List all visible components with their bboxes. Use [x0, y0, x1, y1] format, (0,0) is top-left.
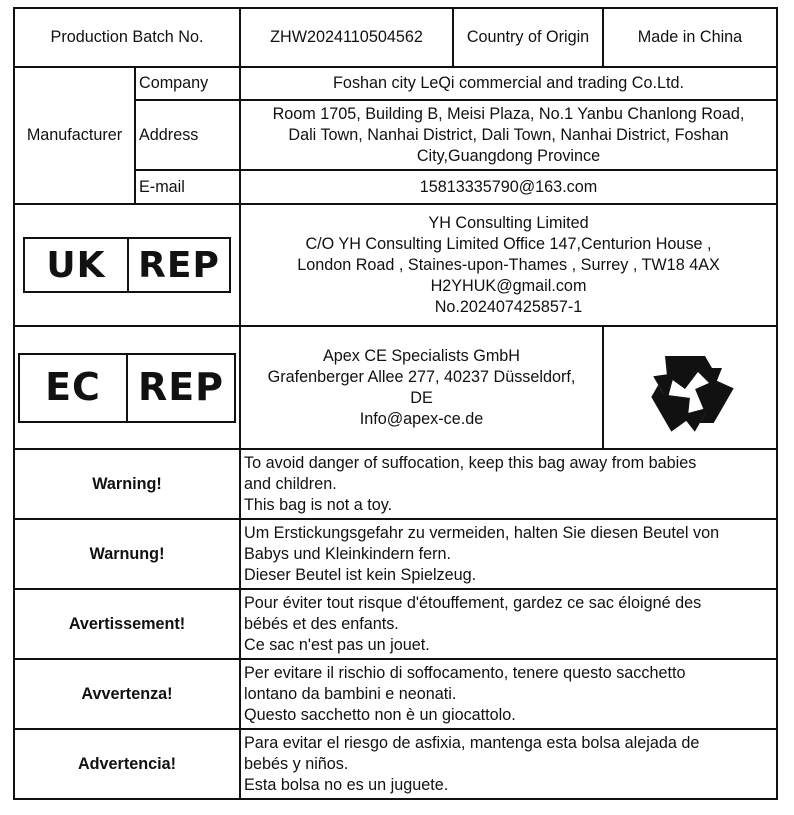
address-value [240, 100, 777, 170]
warning-text-it [240, 659, 777, 729]
uk-rep-row [14, 204, 777, 326]
address-line: City,Guangdong Province [416, 146, 601, 165]
warning-line: bébés et des enfants. [244, 614, 399, 633]
warning-text-de [240, 519, 777, 589]
warning-line: Questo sacchetto non è un giocattolo. [244, 705, 516, 724]
warning-text-fr [240, 589, 777, 659]
uk-rep-line: YH Consulting Limited [428, 213, 589, 232]
recycle-icon [625, 330, 755, 446]
warning-row-de [14, 519, 777, 589]
ec-rep-line: Apex CE Specialists GmbH [322, 346, 521, 365]
warning-label-en: Warning! [14, 449, 240, 519]
company-label: Company [135, 67, 240, 100]
warning-line: Um Erstickungsgefahr zu vermeiden, halten Sie diesen Beutel von [244, 523, 720, 542]
warning-line: Esta bolsa no es un juguete. [244, 775, 449, 794]
warning-line: Per evitare il rischio di soffocamento, tenere questo sacchetto [244, 663, 686, 682]
ec-rep-symbol-right: REP [126, 355, 234, 421]
product-label-table [13, 7, 778, 800]
origin-value: Made in China [603, 8, 777, 67]
ec-rep-row [14, 326, 777, 449]
uk-rep-symbol-left: UK [46, 244, 106, 286]
uk-rep-line: No.202407425857-1 [434, 297, 583, 316]
warning-line: To avoid danger of suffocation, keep this bag away from babies [244, 453, 697, 472]
warning-line: This bag is not a toy. [244, 495, 393, 514]
ec-rep-line: Info@apex-ce.de [359, 409, 484, 428]
origin-label: Country of Origin [453, 8, 603, 67]
manufacturer-company-row [14, 67, 777, 100]
batch-row [14, 8, 777, 67]
warning-text-en [240, 449, 777, 519]
warning-line: Ce sac n'est pas un jouet. [244, 635, 430, 654]
warning-row-es [14, 729, 777, 799]
ec-rep-symbol-cell [14, 326, 240, 449]
warning-line: Babys und Kleinkindern fern. [244, 544, 451, 563]
warning-row-fr [14, 589, 777, 659]
warning-row-en [14, 449, 777, 519]
ec-rep-details [240, 326, 603, 449]
uk-rep-symbol-cell [14, 204, 240, 326]
ec-rep-symbol-left: EC [45, 365, 101, 409]
uk-rep-line: London Road , Staines-upon-Thames , Surrey , TW18 4AX [297, 255, 720, 274]
warning-text-es [240, 729, 777, 799]
warning-label-it: Avvertenza! [14, 659, 240, 729]
address-label: Address [135, 100, 240, 170]
email-value: 15813335790@163.com [240, 170, 777, 204]
warning-line: Dieser Beutel ist kein Spielzeug. [244, 565, 477, 584]
uk-rep-line: H2YHUK@gmail.com [430, 276, 587, 295]
ec-rep-line: Grafenberger Allee 277, 40237 Düsseldorf, [267, 367, 576, 386]
warning-row-it [14, 659, 777, 729]
batch-value: ZHW2024110504562 [240, 8, 453, 67]
address-line: Room 1705, Building B, Meisi Plaza, No.1 Yanbu Chanlong Road, [272, 104, 745, 123]
uk-rep-details [240, 204, 777, 326]
recycle-cell [603, 326, 777, 449]
warning-line: bebés y niños. [244, 754, 349, 773]
uk-rep-symbol [15, 237, 239, 293]
uk-rep-line: C/O YH Consulting Limited Office 147,Centurion House , [305, 234, 712, 253]
ec-rep-line: DE [410, 388, 433, 407]
warning-label-de: Warnung! [14, 519, 240, 589]
uk-rep-symbol-right: REP [127, 239, 229, 291]
company-value: Foshan city LeQi commercial and trading Co.Ltd. [240, 67, 777, 100]
manufacturer-label: Manufacturer [14, 67, 135, 204]
warning-line: Pour éviter tout risque d'étouffement, gardez ce sac éloigné des [244, 593, 702, 612]
warning-line: and children. [244, 474, 337, 493]
warning-label-es: Advertencia! [14, 729, 240, 799]
warning-line: Para evitar el riesgo de asfixia, mantenga esta bolsa alejada de [244, 733, 700, 752]
email-label: E-mail [135, 170, 240, 204]
warning-label-fr: Avertissement! [14, 589, 240, 659]
address-line: Dali Town, Nanhai District, Dali Town, Nanhai District, Foshan [288, 125, 729, 144]
warning-line: lontano da bambini e neonati. [244, 684, 457, 703]
ec-rep-symbol [15, 353, 239, 423]
batch-label: Production Batch No. [14, 8, 240, 67]
